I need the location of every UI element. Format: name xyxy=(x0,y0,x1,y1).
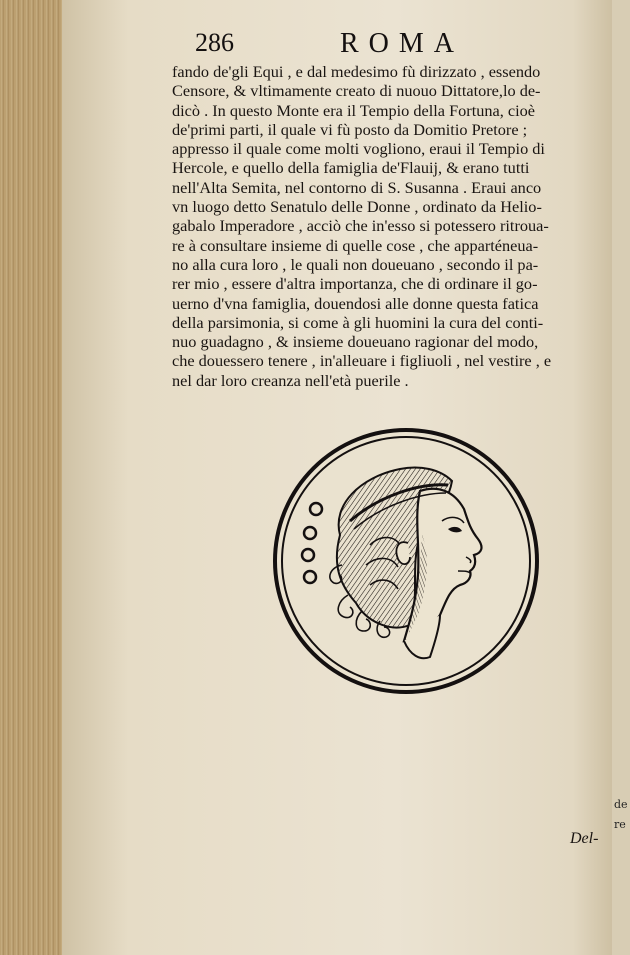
adjacent-page-strip xyxy=(612,0,630,955)
margin-fragment-2: re xyxy=(614,818,626,831)
text-line: Censore, & vltimamente creato di nuouo Dittatore,lo de- xyxy=(172,81,541,101)
catchword: Del- xyxy=(570,830,599,847)
text-line: gabalo Imperadore , acciò che in'esso si potessero ritroua- xyxy=(172,216,549,236)
text-line: della parsimonia, si come à gli huomini la cura del conti- xyxy=(172,312,544,332)
text-line: appresso il quale come molti vogliono, eraui il Tempio di xyxy=(172,139,545,159)
coin-illustration xyxy=(270,425,542,697)
margin-fragment-1: de xyxy=(614,798,628,811)
body-text xyxy=(172,62,617,390)
page-header xyxy=(195,28,575,62)
text-line: nuo guadagno , & insieme doueuano ragionar del modo, xyxy=(172,332,539,352)
text-line: dicò . In questo Monte era il Tempio della Fortuna, cioè xyxy=(172,100,535,120)
text-line: vn luogo detto Senatulo delle Donne , ordinato da Helio- xyxy=(172,197,542,217)
text-line: nel dar loro creanza nell'età puerile . xyxy=(172,370,409,390)
text-line: fando de'gli Equi , e dal medesimo fù dirizzato , essendo xyxy=(172,62,541,81)
text-line: no alla cura loro , le quali non doueuano , secondo il pa- xyxy=(172,254,539,274)
text-line: uerno d'vna famiglia, douendosi alle donne questa fatica xyxy=(172,293,539,313)
page-number: 286 xyxy=(195,28,234,57)
text-line: Hercole, e quello della famiglia de'Flauij, & erano tutti xyxy=(172,158,530,178)
coin-engraving xyxy=(270,425,542,697)
text-line: che douessero tenere , in'alleuare i figliuoli , nel vestire , e xyxy=(172,351,552,371)
running-head: ROMA xyxy=(340,28,465,59)
text-line: re à consultare insieme di quelle cose , che apparténeua- xyxy=(172,235,539,255)
text-line: rer mio , essere d'altra importanza, che di ordinare il go- xyxy=(172,274,538,294)
text-line: de'primi parti, il quale vi fù posto da Domitio Pretore ; xyxy=(172,119,528,139)
text-line: nell'Alta Semita, nel contorno di S. Susanna . Eraui anco xyxy=(172,177,542,197)
